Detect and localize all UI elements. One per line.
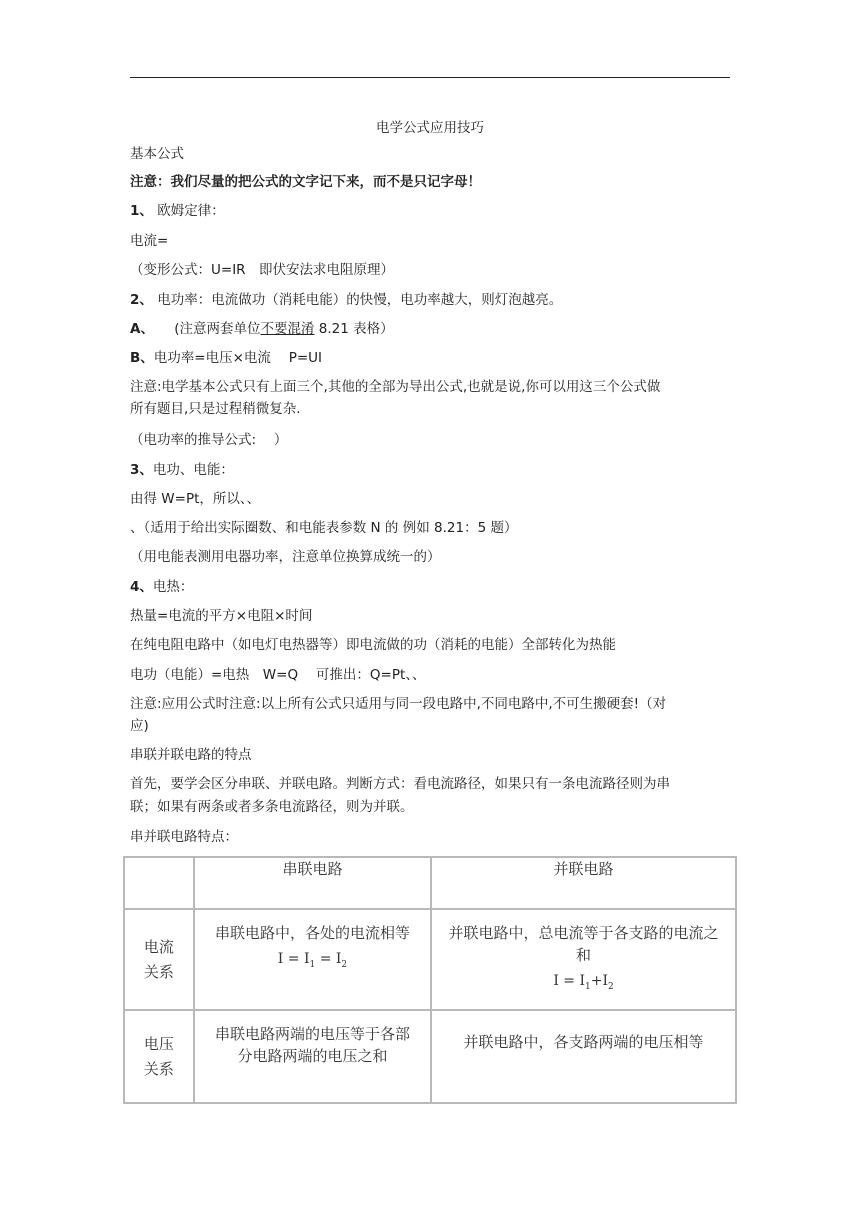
formula-symbol: I: [335, 951, 342, 967]
item-b-line: [130, 349, 322, 367]
series-voltage-cell: 串联电路两端的电压等于各部分电路两端的电压之和: [194, 1010, 431, 1103]
item-b-text: 电功率=电压×电流 P=UI: [153, 350, 323, 366]
note-basic-1: 注意:电学基本公式只有上面三个,其他的全部为导出公式,也就是说,你可以用这三个公式做: [130, 379, 661, 395]
distinguish-line-2: 联；如果有两条或者多条电流路径，则为并联。: [130, 799, 414, 815]
pure-resistance-line: 在纯电阻电路中（如电灯电热器等）即电流做的功（消耗的电能）全部转化为热能: [130, 637, 616, 653]
formula-subscript: 2: [608, 981, 614, 992]
note-apply-2: 应): [130, 718, 149, 734]
formula-symbol: I: [579, 973, 586, 989]
formula-symbol: I: [277, 951, 284, 967]
note-basic-2: 所有题目,只是过程稍微复杂.: [130, 401, 301, 417]
parallel-voltage-cell: 并联电路中，各支路两端的电压相等: [431, 1010, 736, 1103]
item-a-text-end: 8.21 表格）: [314, 321, 394, 337]
table-header-series: 串联电路: [194, 857, 431, 909]
item-3-text: 电功、电能：: [152, 462, 234, 478]
item-a-text: (注意两套单位: [147, 321, 261, 337]
formula-equals: =: [563, 973, 576, 989]
formula-subscript: 1: [309, 959, 316, 970]
item-1-text: 欧姆定律：: [152, 203, 225, 219]
row-label-current: 电流关系: [124, 909, 194, 1010]
item-a-underlined: 不要混淆: [260, 321, 315, 337]
table-header-parallel: 并联电路: [431, 857, 736, 909]
variant-formula-line: （变形公式：U=IR 即伏安法求电阻原理）: [130, 262, 395, 278]
header-rule: [130, 77, 730, 78]
table-header-empty: [124, 857, 194, 909]
item-4-line: [130, 578, 193, 596]
table-header-row: [124, 857, 736, 909]
item-3-line: [130, 461, 234, 479]
note-apply-1: 注意:应用公式时注意:以上所有公式只适用与同一段电路中,不同电路中,不可生搬硬套!（对: [130, 696, 667, 712]
table-row-current: [124, 909, 736, 1010]
item-2-number: 2、: [130, 292, 153, 308]
series-current-cell: [194, 909, 431, 1010]
item-4-text: 电热：: [152, 579, 194, 595]
series-current-text: 串联电路中，各处的电流相等: [214, 924, 410, 942]
table-row-voltage: [124, 1010, 736, 1103]
item-3-number: 3、: [130, 462, 153, 478]
parallel-current-cell: [431, 909, 736, 1010]
section-series-parallel: 串联并联电路的特点: [130, 747, 252, 763]
formula-plus: +: [590, 973, 603, 989]
meter-formula-line: 、（适用于给出实际圈数、和电能表参数 N 的 例如 8.21：5 题）: [130, 520, 518, 536]
characteristics-heading: 串并联电路特点：: [130, 829, 238, 845]
meter-note-line: （用电能表测用电器功率，注意单位换算成统一的）: [130, 549, 441, 565]
formula-symbol: I: [602, 973, 609, 989]
parallel-current-text: 并联电路中，总电流等于各支路的电流之和: [448, 924, 719, 964]
work-formula-line: 由得 W=Pt，所以、、: [130, 491, 261, 507]
note-line: 注意：我们尽量的把公式的文字记下来，而不是只记字母！: [130, 174, 481, 190]
page-title: 电学公式应用技巧: [376, 120, 484, 136]
formula-symbol: I: [553, 973, 559, 989]
power-derived-line: （电功率的推导公式: ）: [130, 432, 288, 448]
formula-equals: =: [319, 951, 332, 967]
formula-equals: =: [287, 951, 300, 967]
series-current-formula: [207, 948, 418, 976]
item-4-number: 4、: [130, 579, 153, 595]
section-basic-formulas: 基本公式: [130, 146, 184, 162]
item-b-number: B、: [130, 350, 154, 366]
formula-symbol: I: [303, 951, 310, 967]
item-2-line: [130, 291, 562, 309]
item-2-text: 电功率：电流做功（消耗电能）的快慢，电功率越大，则灯泡越亮。: [152, 292, 563, 308]
work-heat-line: 电功（电能）=电热 W=Q 可推出：Q=Pt、、: [130, 667, 426, 683]
item-1-line: [130, 202, 225, 220]
heat-formula-line: 热量=电流的平方×电阻×时间: [130, 608, 313, 624]
item-1-number: 1、: [130, 203, 153, 219]
current-formula-line: 电流=: [130, 233, 169, 249]
formula-subscript: 2: [341, 959, 348, 970]
item-a-number: A、: [130, 321, 148, 337]
formula-subscript: 1: [585, 981, 591, 992]
series-parallel-table: [123, 856, 737, 1104]
distinguish-line-1: 首先，要学会区分串联、并联电路。判断方式：看电流路径，如果只有一条电流路径则为串: [130, 776, 670, 792]
parallel-current-formula: [446, 970, 721, 998]
row-label-voltage: 电压关系: [124, 1010, 194, 1103]
item-a-line: [130, 320, 394, 338]
